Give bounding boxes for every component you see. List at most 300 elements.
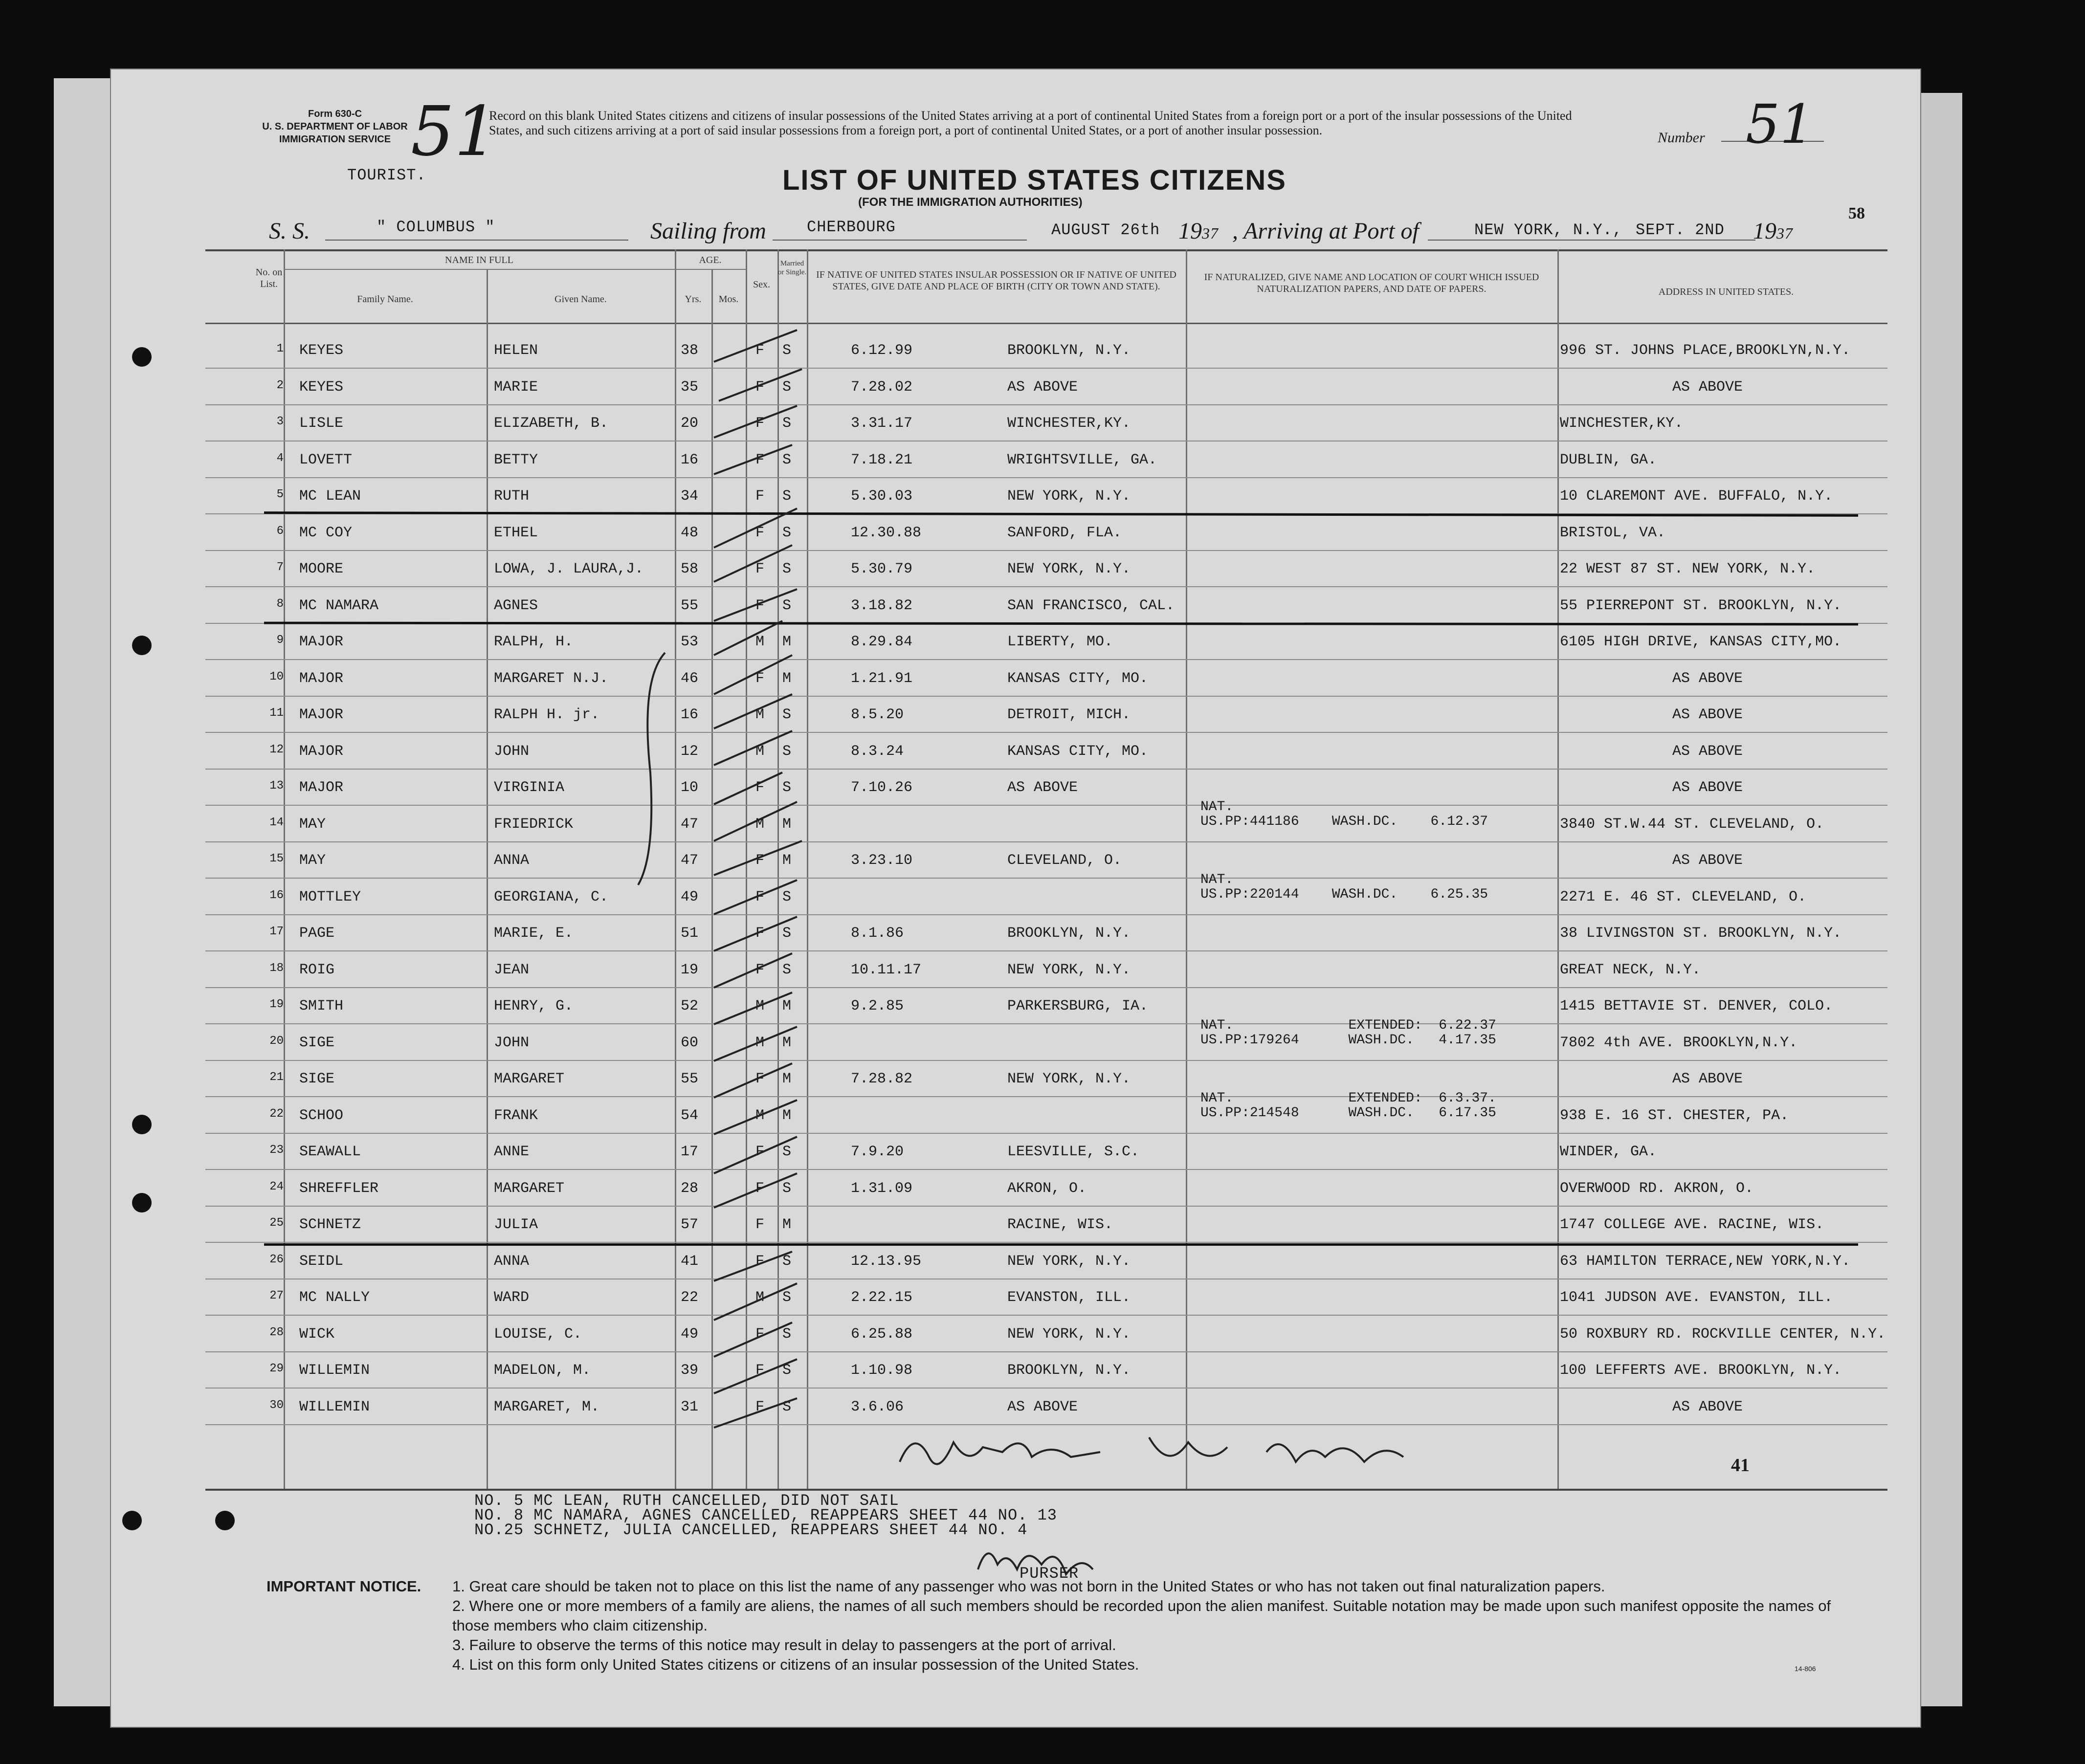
- address: WINDER, GA.: [1560, 1144, 1657, 1160]
- sex: F: [755, 1180, 765, 1197]
- address: BRISTOL, VA.: [1560, 525, 1666, 541]
- row-number: 12: [269, 743, 284, 756]
- row-number: 17: [269, 925, 284, 938]
- birth-date: 5.30.03: [851, 488, 913, 505]
- row-rule: [205, 732, 1887, 733]
- row-number: 20: [269, 1035, 284, 1048]
- row-number: 14: [269, 816, 284, 829]
- family-name: WICK: [299, 1326, 335, 1343]
- birth-place: LIBERTY, MO.: [1007, 634, 1113, 650]
- given-name: MARIE, E.: [494, 925, 574, 942]
- col-yrs-header: Yrs.: [685, 294, 702, 305]
- row-rule: [205, 1023, 1887, 1024]
- age-years: 12: [681, 743, 699, 760]
- page-underlay: [54, 78, 110, 1706]
- row-rule: [205, 1351, 1887, 1352]
- age-years: 17: [681, 1144, 699, 1160]
- row-rule: [205, 1206, 1887, 1207]
- given-name: RALPH H. jr.: [494, 706, 600, 723]
- birth-date: 6.25.88: [851, 1326, 913, 1343]
- marital-status: M: [782, 1216, 792, 1233]
- age-years: 38: [681, 342, 699, 359]
- sailing-label: Sailing from: [650, 218, 766, 244]
- marital-status: S: [782, 962, 792, 978]
- row-number: 9: [276, 634, 284, 647]
- marital-status: S: [782, 342, 792, 359]
- marital-status: M: [782, 816, 792, 833]
- address: 38 LIVINGSTON ST. BROOKLYN, N.Y.: [1560, 925, 1842, 942]
- binder-hole: [132, 347, 152, 367]
- marital-status: M: [782, 634, 792, 650]
- col-naturalized-header: IF NATURALIZED, GIVE NAME AND LOCATION OF COURT WHICH ISSUED NATURALIZATION PAPERS, AND DATE OF PAPERS.: [1204, 272, 1539, 294]
- marital-status: S: [782, 889, 792, 905]
- birth-date: 1.10.98: [851, 1362, 913, 1379]
- birth-date: 9.2.85: [851, 998, 904, 1014]
- row-rule: [205, 586, 1887, 587]
- given-name: FRANK: [494, 1107, 538, 1124]
- row-number: 2: [276, 379, 284, 392]
- age-years: 34: [681, 488, 699, 505]
- col-divider: [1557, 249, 1559, 1489]
- row-number: 23: [269, 1144, 284, 1157]
- form-header: [259, 108, 411, 146]
- birth-date: 8.1.86: [851, 925, 904, 942]
- given-name: MADELON, M.: [494, 1362, 591, 1379]
- given-name: LOWA, J. LAURA,J.: [494, 561, 644, 577]
- family-name: SMITH: [299, 998, 344, 1014]
- family-name: MOTTLEY: [299, 889, 361, 905]
- notice-item: 1. Great care should be taken not to place on this list the name of any passenger who was not born in the United States or who has not taken out final naturalization papers.: [452, 1578, 1605, 1595]
- row-number: 7: [276, 561, 284, 574]
- sex: F: [755, 1362, 765, 1379]
- marital-status: S: [782, 1180, 792, 1197]
- notice-item: 3. Failure to observe the terms of this notice may result in delay to passengers at the port of arrival.: [452, 1636, 1116, 1654]
- birth-place: PARKERSBURG, IA.: [1007, 998, 1149, 1014]
- address: WINCHESTER,KY.: [1560, 415, 1684, 432]
- age-years: 52: [681, 998, 699, 1014]
- departure-date: AUGUST 26th: [1051, 221, 1160, 239]
- sex: F: [755, 1253, 765, 1270]
- age-years: 48: [681, 525, 699, 541]
- ss-label: S. S.: [269, 218, 310, 244]
- given-name: ANNE: [494, 1144, 530, 1160]
- table-bottom-rule: [205, 1489, 1887, 1491]
- row-rule: [205, 659, 1887, 660]
- col-married-header: Married or Single.: [777, 260, 807, 276]
- row-rule: [205, 1169, 1887, 1170]
- address: 1041 JUDSON AVE. EVANSTON, ILL.: [1560, 1289, 1833, 1306]
- age-years: 31: [681, 1399, 699, 1415]
- birth-place: WRIGHTSVILLE, GA.: [1007, 452, 1157, 468]
- marital-status: M: [782, 670, 792, 687]
- row-rule: [205, 404, 1887, 405]
- row-rule: [205, 368, 1887, 369]
- birth-place: AS ABOVE: [1007, 1399, 1078, 1415]
- given-name: LOUISE, C.: [494, 1326, 582, 1343]
- birth-date: 3.18.82: [851, 597, 913, 614]
- address: AS ABOVE: [1672, 706, 1743, 723]
- birth-place: WINCHESTER,KY.: [1007, 415, 1131, 432]
- address: AS ABOVE: [1672, 379, 1743, 396]
- address: AS ABOVE: [1672, 743, 1743, 760]
- given-name: HENRY, G.: [494, 998, 574, 1014]
- given-name: GEORGIANA, C.: [494, 889, 609, 905]
- cancel-strike-row-25: [264, 1243, 1858, 1246]
- given-name: MARGARET N.J.: [494, 670, 609, 687]
- handwritten-number: 51: [1746, 93, 1814, 155]
- address: 10 CLAREMONT AVE. BUFFALO, N.Y.: [1560, 488, 1833, 505]
- sex: F: [755, 1216, 765, 1233]
- birth-place: NEW YORK, N.Y.: [1007, 962, 1131, 978]
- given-name: JOHN: [494, 743, 530, 760]
- age-years: 49: [681, 1326, 699, 1343]
- family-name: MC NAMARA: [299, 597, 379, 614]
- page-subtitle: (FOR THE IMMIGRATION AUTHORITIES): [858, 196, 1083, 209]
- birth-place: SANFORD, FLA.: [1007, 525, 1122, 541]
- address: 3840 ST.W.44 ST. CLEVELAND, O.: [1560, 816, 1824, 833]
- page-edge: [1919, 93, 1962, 1706]
- row-number: 19: [269, 998, 284, 1011]
- birth-date: 2.22.15: [851, 1289, 913, 1306]
- birth-place: DETROIT, MICH.: [1007, 706, 1131, 723]
- row-number: 1: [276, 342, 284, 355]
- birth-place: AKRON, O.: [1007, 1180, 1087, 1197]
- arrival-year: 37: [1776, 224, 1793, 242]
- sex: F: [755, 488, 765, 505]
- family-name: MAJOR: [299, 706, 344, 723]
- sex: F: [755, 415, 765, 432]
- family-name: PAGE: [299, 925, 335, 942]
- birth-date: 12.13.95: [851, 1253, 922, 1270]
- sheet-number: 41: [1731, 1455, 1750, 1476]
- age-years: 57: [681, 1216, 699, 1233]
- sex: M: [755, 816, 765, 833]
- age-years: 28: [681, 1180, 699, 1197]
- subheader-rule: [284, 269, 746, 270]
- birth-date: 7.28.82: [851, 1071, 913, 1087]
- address: 6105 HIGH DRIVE, KANSAS CITY,MO.: [1560, 634, 1842, 650]
- family-name: SHREFFLER: [299, 1180, 379, 1197]
- sex: F: [755, 379, 765, 396]
- family-bracket: [636, 650, 675, 895]
- col-name-header: NAME IN FULL: [445, 255, 513, 265]
- row-rule: [205, 1388, 1887, 1389]
- col-divider: [675, 249, 676, 1489]
- sex: M: [755, 1289, 765, 1306]
- from-underline: [773, 240, 1027, 241]
- age-years: 47: [681, 852, 699, 869]
- cancellation-notes: [474, 1494, 1057, 1538]
- family-name: LOVETT: [299, 452, 353, 468]
- birth-date: 3.23.10: [851, 852, 913, 869]
- birth-place: LEESVILLE, S.C.: [1007, 1144, 1140, 1160]
- given-name: JULIA: [494, 1216, 538, 1233]
- marital-status: S: [782, 415, 792, 432]
- sex: F: [755, 670, 765, 687]
- given-name: RALPH, H.: [494, 634, 574, 650]
- purser-label: PURSER: [1020, 1565, 1079, 1583]
- departure-port: CHERBOURG: [807, 218, 896, 236]
- row-rule: [205, 1315, 1887, 1316]
- row-number: 13: [269, 779, 284, 793]
- address: AS ABOVE: [1672, 852, 1743, 869]
- given-name: JOHN: [494, 1035, 530, 1051]
- birth-place: NEW YORK, N.Y.: [1007, 1326, 1131, 1343]
- birth-date: 10.11.17: [851, 962, 922, 978]
- check-slashes: [685, 323, 831, 1491]
- sex: F: [755, 1144, 765, 1160]
- naturalization-line: NAT.: [1200, 872, 1234, 887]
- family-name: MC COY: [299, 525, 353, 541]
- birth-place: RACINE, WIS.: [1007, 1216, 1113, 1233]
- family-name: WILLEMIN: [299, 1362, 370, 1379]
- sex: F: [755, 925, 765, 942]
- binder-hole: [122, 1511, 142, 1530]
- family-name: SIGE: [299, 1071, 335, 1087]
- col-family-header: Family Name.: [357, 294, 413, 305]
- birth-date: 8.29.84: [851, 634, 913, 650]
- handwritten-sheet-number: 51: [411, 92, 498, 172]
- sex: F: [755, 452, 765, 468]
- naturalization-paper: US.PP:179264 WASH.DC. 4.17.35: [1200, 1033, 1496, 1048]
- row-number: 4: [276, 452, 284, 465]
- row-rule: [205, 550, 1887, 551]
- given-name: ELIZABETH, B.: [494, 415, 609, 432]
- cancel-note: NO.25 SCHNETZ, JULIA CANCELLED, REAPPEARS SHEET 44 NO. 4: [474, 1521, 1028, 1539]
- family-name: MOORE: [299, 561, 344, 577]
- address: 2271 E. 46 ST. CLEVELAND, O.: [1560, 889, 1807, 905]
- sex: F: [755, 525, 765, 541]
- given-name: JEAN: [494, 962, 530, 978]
- given-name: MARGARET, M.: [494, 1399, 600, 1415]
- family-name: MAJOR: [299, 743, 344, 760]
- row-number: 24: [269, 1180, 284, 1193]
- ship-name: " COLUMBUS ": [377, 218, 495, 236]
- sex: M: [755, 706, 765, 723]
- row-rule: [205, 696, 1887, 697]
- number-label: Number: [1658, 130, 1705, 146]
- age-years: 16: [681, 452, 699, 468]
- birth-date: 1.31.09: [851, 1180, 913, 1197]
- marital-status: S: [782, 525, 792, 541]
- birth-place: BROOKLYN, N.Y.: [1007, 342, 1131, 359]
- birth-place: NEW YORK, N.Y.: [1007, 1253, 1131, 1270]
- ship-underline: [325, 240, 628, 241]
- arrival-year-prefix: 19: [1753, 218, 1776, 244]
- arrival-underline: [1428, 240, 1755, 241]
- officer-signature: [895, 1423, 1506, 1486]
- given-name: VIRGINIA: [494, 779, 565, 796]
- departure-year-prefix: 19: [1178, 218, 1202, 244]
- row-rule: [205, 914, 1887, 915]
- sex: M: [755, 1107, 765, 1124]
- family-name: MAY: [299, 852, 326, 869]
- page-corner-number: 58: [1848, 204, 1865, 222]
- age-years: 55: [681, 1071, 699, 1087]
- given-name: HELEN: [494, 342, 538, 359]
- row-number: 22: [269, 1107, 284, 1121]
- row-number: 15: [269, 852, 284, 865]
- naturalization-line: NAT. EXTENDED: 6.3.37.: [1200, 1091, 1496, 1106]
- marital-status: S: [782, 1144, 792, 1160]
- birth-date: 5.30.79: [851, 561, 913, 577]
- row-rule: [205, 477, 1887, 478]
- col-given-header: Given Name.: [555, 294, 607, 305]
- birth-date: 3.31.17: [851, 415, 913, 432]
- marital-status: S: [782, 706, 792, 723]
- birth-place: KANSAS CITY, MO.: [1007, 670, 1149, 687]
- department-name: U. S. DEPARTMENT OF LABOR: [262, 121, 408, 132]
- age-years: 10: [681, 779, 699, 796]
- sex: F: [755, 597, 765, 614]
- marital-status: S: [782, 1289, 792, 1306]
- birth-date: 7.9.20: [851, 1144, 904, 1160]
- family-name: WILLEMIN: [299, 1399, 370, 1415]
- address: 1415 BETTAVIE ST. DENVER, COLO.: [1560, 998, 1833, 1014]
- row-number: 6: [276, 525, 284, 538]
- col-divider: [487, 269, 488, 1489]
- departure-year: 37: [1202, 224, 1219, 242]
- marital-status: S: [782, 779, 792, 796]
- sex: F: [755, 962, 765, 978]
- family-name: KEYES: [299, 342, 344, 359]
- address: 55 PIERREPONT ST. BROOKLYN, N.Y.: [1560, 597, 1842, 614]
- col-sex-header: Sex.: [753, 279, 770, 290]
- family-name: SEAWALL: [299, 1144, 361, 1160]
- birth-place: AS ABOVE: [1007, 379, 1078, 396]
- birth-place: NEW YORK, N.Y.: [1007, 1071, 1131, 1087]
- naturalization-line: NAT. EXTENDED: 6.22.37: [1200, 1018, 1496, 1033]
- birth-date: 3.6.06: [851, 1399, 904, 1415]
- address: AS ABOVE: [1672, 1399, 1743, 1415]
- marital-status: S: [782, 452, 792, 468]
- cancel-note: NO. 8 MC NAMARA, AGNES CANCELLED, REAPPEARS SHEET 44 NO. 13: [474, 1506, 1057, 1524]
- age-years: 16: [681, 706, 699, 723]
- age-years: 19: [681, 962, 699, 978]
- table-top-rule: [205, 249, 1887, 251]
- sex: F: [755, 1326, 765, 1343]
- sex: F: [755, 852, 765, 869]
- marital-status: S: [782, 597, 792, 614]
- sex: F: [755, 561, 765, 577]
- address: AS ABOVE: [1672, 1071, 1743, 1087]
- row-number: 5: [276, 488, 284, 501]
- notice-heading: IMPORTANT NOTICE.: [266, 1578, 421, 1595]
- row-number: 27: [269, 1289, 284, 1302]
- birth-date: 1.21.91: [851, 670, 913, 687]
- family-name: MC LEAN: [299, 488, 361, 505]
- given-name: MARIE: [494, 379, 538, 396]
- col-age-header: AGE.: [699, 255, 722, 265]
- marital-status: M: [782, 852, 792, 869]
- binder-hole: [215, 1511, 235, 1530]
- marital-status: M: [782, 1035, 792, 1051]
- row-number: 29: [269, 1362, 284, 1375]
- row-number: 8: [276, 597, 284, 611]
- naturalization-paper: US.PP:214548 WASH.DC. 6.17.35: [1200, 1105, 1496, 1121]
- given-name: FRIEDRICK: [494, 816, 574, 833]
- row-rule: [205, 950, 1887, 951]
- address: DUBLIN, GA.: [1560, 452, 1657, 468]
- arrival-date: SEPT. 2ND: [1636, 221, 1725, 239]
- birth-place: BROOKLYN, N.Y.: [1007, 925, 1131, 942]
- row-number: 26: [269, 1253, 284, 1266]
- row-rule: [205, 1133, 1887, 1134]
- birth-place: SAN FRANCISCO, CAL.: [1007, 597, 1175, 614]
- row-number: 16: [269, 889, 284, 902]
- birth-date: 8.3.24: [851, 743, 904, 760]
- form-code: 14-806: [1795, 1665, 1816, 1673]
- notice-body: [452, 1577, 1856, 1675]
- birth-place: AS ABOVE: [1007, 779, 1078, 796]
- birth-date: 7.28.02: [851, 379, 913, 396]
- birth-place: CLEVELAND, O.: [1007, 852, 1122, 869]
- age-years: 54: [681, 1107, 699, 1124]
- notice-item: 2. Where one or more members of a family are aliens, the names of all such members should be recorded upon the alien manifest. Suitable notation may be made upon such manifest opposite the names of those members who claim citizenship.: [452, 1597, 1831, 1634]
- marital-status: S: [782, 743, 792, 760]
- family-name: SCHNETZ: [299, 1216, 361, 1233]
- sex: F: [755, 889, 765, 905]
- address: 1747 COLLEGE AVE. RACINE, WIS.: [1560, 1216, 1824, 1233]
- row-number: 3: [276, 415, 284, 428]
- arriving-label: , Arriving at Port of: [1232, 218, 1419, 244]
- row-rule: [205, 769, 1887, 770]
- marital-status: M: [782, 998, 792, 1014]
- birth-date: 6.12.99: [851, 342, 913, 359]
- family-name: SEIDL: [299, 1253, 344, 1270]
- naturalization-line: NAT.: [1200, 799, 1234, 815]
- address: 63 HAMILTON TERRACE,NEW YORK,N.Y.: [1560, 1253, 1851, 1270]
- given-name: WARD: [494, 1289, 530, 1306]
- binder-hole: [132, 1193, 152, 1213]
- age-years: 53: [681, 634, 699, 650]
- row-number: 11: [269, 706, 284, 720]
- sex: M: [755, 998, 765, 1014]
- given-name: ETHEL: [494, 525, 538, 541]
- col-address-header: ADDRESS IN UNITED STATES.: [1658, 287, 1794, 297]
- form-number: Form 630-C: [308, 109, 362, 119]
- row-number: 25: [269, 1216, 284, 1230]
- row-number: 10: [269, 670, 284, 684]
- family-name: MAJOR: [299, 670, 344, 687]
- col-divider: [1186, 249, 1187, 1489]
- row-rule: [205, 805, 1887, 806]
- age-years: 22: [681, 1289, 699, 1306]
- col-divider: [284, 249, 285, 1489]
- row-number: 30: [269, 1399, 284, 1412]
- row-rule: [205, 1242, 1887, 1243]
- form-instructions: Record on this blank United States citizens and citizens of insular possessions of the United States arriving at a port of continental United States from a foreign port or a port of the insular possessions of the United States, and such citizens arriving at a port of said insular possessions from a foreign port, a port of continental United States, or a port of another insular possession.: [489, 109, 1572, 137]
- family-name: SIGE: [299, 1035, 335, 1051]
- table-header-rule: [205, 323, 1887, 324]
- notice-item: 4. List on this form only United States citizens or citizens of an insular possession of the United States.: [452, 1656, 1139, 1673]
- sex: F: [755, 342, 765, 359]
- row-rule: [205, 1060, 1887, 1061]
- marital-status: S: [782, 488, 792, 505]
- address: GREAT NECK, N.Y.: [1560, 962, 1701, 978]
- family-name: KEYES: [299, 379, 344, 396]
- class-label: TOURIST.: [347, 166, 426, 184]
- sex: F: [755, 1071, 765, 1087]
- given-name: BETTY: [494, 452, 538, 468]
- given-name: ANNA: [494, 852, 530, 869]
- address: AS ABOVE: [1672, 779, 1743, 796]
- family-name: LISLE: [299, 415, 344, 432]
- birth-date: 8.5.20: [851, 706, 904, 723]
- col-birth-header: IF NATIVE OF UNITED STATES INSULAR POSSESSION OR IF NATIVE OF UNITED STATES, GIVE DATE AND PLACE OF BIRTH (CITY OR TOWN AND STATE).: [816, 269, 1176, 292]
- row-number: 28: [269, 1326, 284, 1339]
- marital-status: S: [782, 1253, 792, 1270]
